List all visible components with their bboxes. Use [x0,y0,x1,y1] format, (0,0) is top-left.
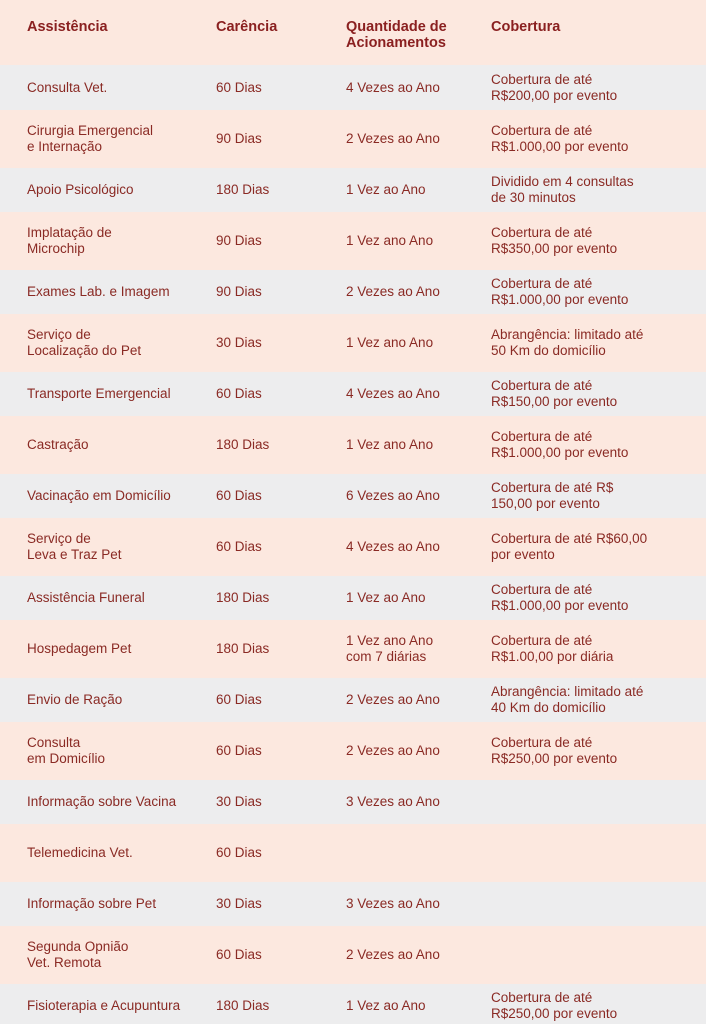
cell-quantidade: 3 Vezes ao Ano [346,896,440,911]
cell-quantidade: 1 Vez ano Ano com 7 diárias [346,633,434,664]
table-row [0,314,706,372]
header-quantidade: Quantidade de Acionamentos [346,19,447,51]
table-row [0,824,706,882]
cell-quantidade: 1 Vez ao Ano [346,590,426,605]
cell-cobertura: Cobertura de até R$250,00 por evento [491,735,618,766]
cell-assistencia: Consulta em Domicílio [27,735,106,766]
cell-carencia: 30 Dias [216,335,262,350]
cell-quantidade: 1 Vez ao Ano [346,182,426,197]
cell-quantidade: 4 Vezes ao Ano [346,79,440,95]
table-row [0,416,706,474]
cell-quantidade: 1 Vez ano Ano [346,437,434,452]
cell-quantidade: 1 Vez ao Ano [346,998,426,1013]
header-carencia: Carência [216,19,278,35]
cell-quantidade: 1 Vez ano Ano [346,233,434,248]
cell-quantidade: 6 Vezes ao Ano [346,488,440,503]
cell-quantidade: 2 Vezes ao Ano [346,743,440,758]
cell-assistencia: Implatação de Microchip [27,225,112,256]
table-row [0,678,706,722]
cell-cobertura: Cobertura de até R$350,00 por evento [491,225,618,256]
table-row [0,372,706,416]
cell-assistencia: Vacinação em Domicílio [27,488,171,503]
table-row [0,212,706,270]
header-cobertura: Cobertura [491,19,561,35]
cell-carencia: 180 Dias [216,641,270,656]
cell-cobertura: Cobertura de até R$1.000,00 por evento [491,582,629,613]
table-row [0,926,706,984]
cell-cobertura: Cobertura de até R$1.000,00 por evento [491,429,629,460]
cell-carencia: 60 Dias [216,79,262,95]
table-row [0,576,706,620]
cell-carencia: 60 Dias [216,845,262,860]
cell-cobertura: Cobertura de até R$1.000,00 por evento [491,276,629,307]
cell-cobertura: Abrangência: limitado até 40 Km do domicílio [491,684,644,715]
cell-carencia: 60 Dias [216,743,262,758]
cell-assistencia: Envio de Ração [27,692,123,707]
cell-carencia: 30 Dias [216,794,262,809]
cell-carencia: 180 Dias [216,998,270,1013]
table-row [0,620,706,678]
cell-carencia: 60 Dias [216,947,262,962]
cell-cobertura: Cobertura de até R$ 150,00 por evento [491,480,614,511]
cell-cobertura: Cobertura de até R$150,00 por evento [491,378,618,409]
cell-quantidade: 2 Vezes ao Ano [346,947,440,962]
table-row [0,984,706,1024]
cell-assistencia: Hospedagem Pet [27,641,132,656]
cell-assistencia: Cirurgia Emergencial e Internação [27,123,154,154]
cell-assistencia: Exames Lab. e Imagem [27,284,170,299]
cell-assistencia: Serviço de Leva e Traz Pet [27,531,122,562]
cell-quantidade: 1 Vez ano Ano [346,335,434,350]
table-row [0,882,706,926]
cell-quantidade: 2 Vezes ao Ano [346,284,440,299]
cell-quantidade: 2 Vezes ao Ano [346,692,440,707]
cell-assistencia: Informação sobre Pet [27,896,157,911]
cell-cobertura: Abrangência: limitado até 50 Km do domicílio [491,327,644,358]
cell-assistencia: Apoio Psicológico [27,182,134,197]
cell-assistencia: Castração [27,437,89,452]
table-row [0,270,706,314]
cell-quantidade: 4 Vezes ao Ano [346,539,440,554]
cell-carencia: 180 Dias [216,182,270,197]
cell-cobertura: Cobertura de até R$250,00 por evento [491,990,618,1021]
cell-cobertura: Cobertura de até R$60,00 por evento [491,531,648,562]
cell-quantidade: 4 Vezes ao Ano [346,386,440,401]
cell-carencia: 60 Dias [216,488,262,503]
table-row [0,110,706,168]
table-header [0,0,706,65]
cell-assistencia: Transporte Emergencial [27,386,171,401]
cell-assistencia: Assistência Funeral [27,590,145,605]
cell-cobertura: Cobertura de até R$1.00,00 por diária [491,633,614,664]
cell-assistencia: Fisioterapia e Acupuntura [27,998,181,1013]
cell-assistencia: Telemedicina Vet. [27,845,133,860]
cell-carencia: 180 Dias [216,437,270,452]
cell-assistencia: Segunda Opnião Vet. Remota [27,939,129,970]
table-row [0,722,706,780]
cell-quantidade: 3 Vezes ao Ano [346,794,440,809]
table-row [0,518,706,576]
cell-carencia: 60 Dias [216,692,262,707]
cell-assistencia: Serviço de Localização do Pet [27,327,142,358]
cell-quantidade: 2 Vezes ao Ano [346,131,440,146]
table-row [0,168,706,212]
cell-carencia: 30 Dias [216,896,262,911]
table-row [0,780,706,824]
cell-carencia: 60 Dias [216,539,262,554]
cell-carencia: 90 Dias [216,233,262,248]
cell-assistencia: Informação sobre Vacina [27,794,177,809]
table-row [0,65,706,110]
cell-carencia: 90 Dias [216,284,262,299]
cell-cobertura: Cobertura de até R$1.000,00 por evento [491,123,629,154]
table-row [0,474,706,518]
cell-cobertura: Cobertura de até R$200,00 por evento [491,71,618,103]
cell-carencia: 180 Dias [216,590,270,605]
cell-carencia: 60 Dias [216,386,262,401]
cell-cobertura: Dividido em 4 consultas de 30 minutos [491,174,634,205]
header-assistencia: Assistência [27,19,108,35]
cell-carencia: 90 Dias [216,131,262,146]
cell-assistencia: Consulta Vet. [27,79,108,95]
